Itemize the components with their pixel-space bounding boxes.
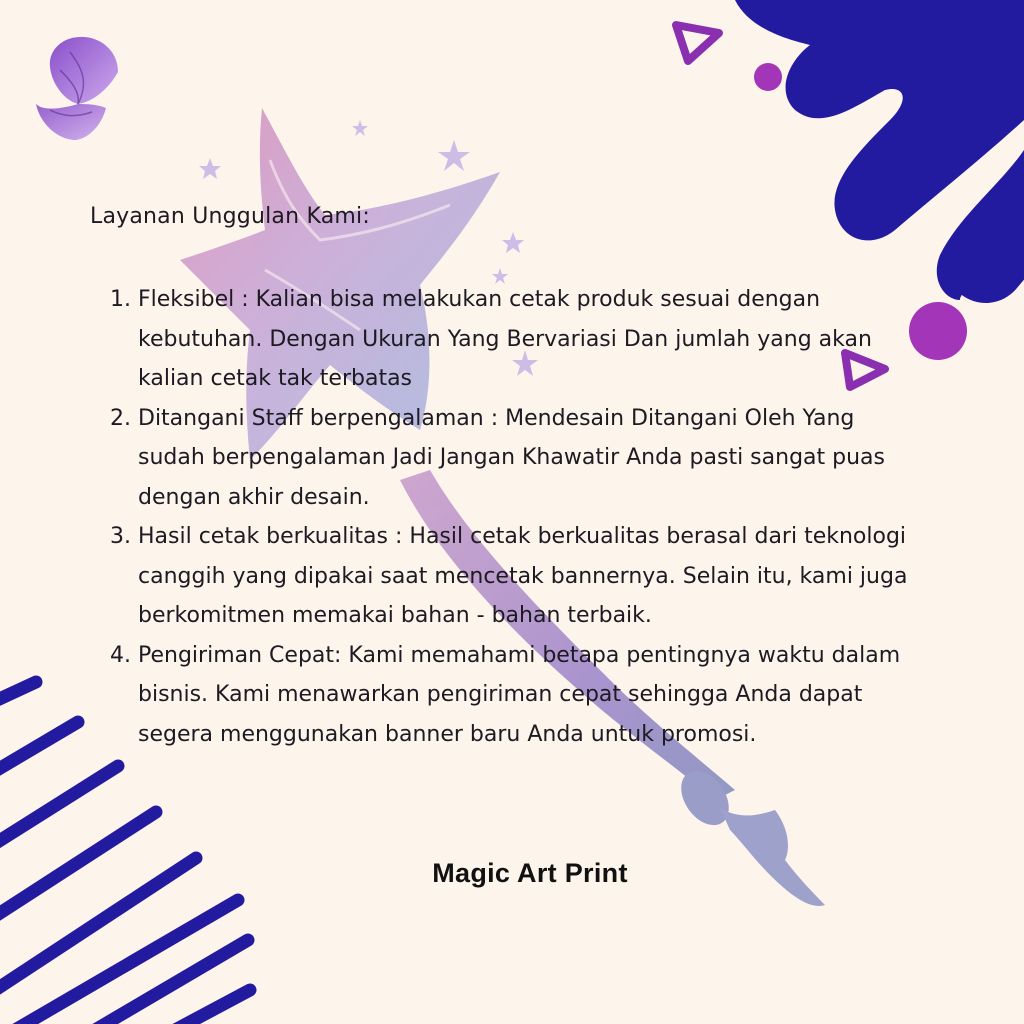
- service-text: Hasil cetak berkualitas : Hasil cetak berkualitas berasal dari teknologi canggih yang dipakai saat mencetak bannernya. Selain itu, kami juga berkomitmen memakai bahan - bahan terbaik.: [138, 524, 908, 628]
- brand-name: Magic Art Print: [432, 858, 628, 888]
- section-heading: Layanan Unggulan Kami:: [90, 204, 370, 229]
- service-number: 2.: [110, 405, 131, 431]
- services-list: [110, 280, 910, 754]
- service-text: Pengiriman Cepat: Kami memahami betapa pentingnya waktu dalam bisnis. Kami menawarkan pengiriman cepat sehingga Anda dapat segera menggunakan banner baru Anda untuk promosi.: [138, 642, 901, 747]
- service-item: [110, 517, 910, 636]
- service-number: 4.: [110, 642, 131, 668]
- service-item: [110, 399, 910, 518]
- service-number: 1.: [110, 287, 131, 312]
- service-item: [110, 280, 910, 399]
- service-text: Ditangani Staff berpengalaman : Mendesain Ditangani Oleh Yang sudah berpengalaman Jadi Jangan Khawatir Anda pasti sangat puas dengan akhir desain.: [138, 405, 885, 510]
- service-text: Fleksibel : Kalian bisa melakukan cetak produk sesuai dengan kebutuhan. Dengan Ukuran Yang Bervariasi Dan jumlah yang akan kalian cetak tak terbatas: [138, 287, 872, 391]
- service-item: [110, 636, 910, 755]
- service-number: 3.: [110, 524, 131, 549]
